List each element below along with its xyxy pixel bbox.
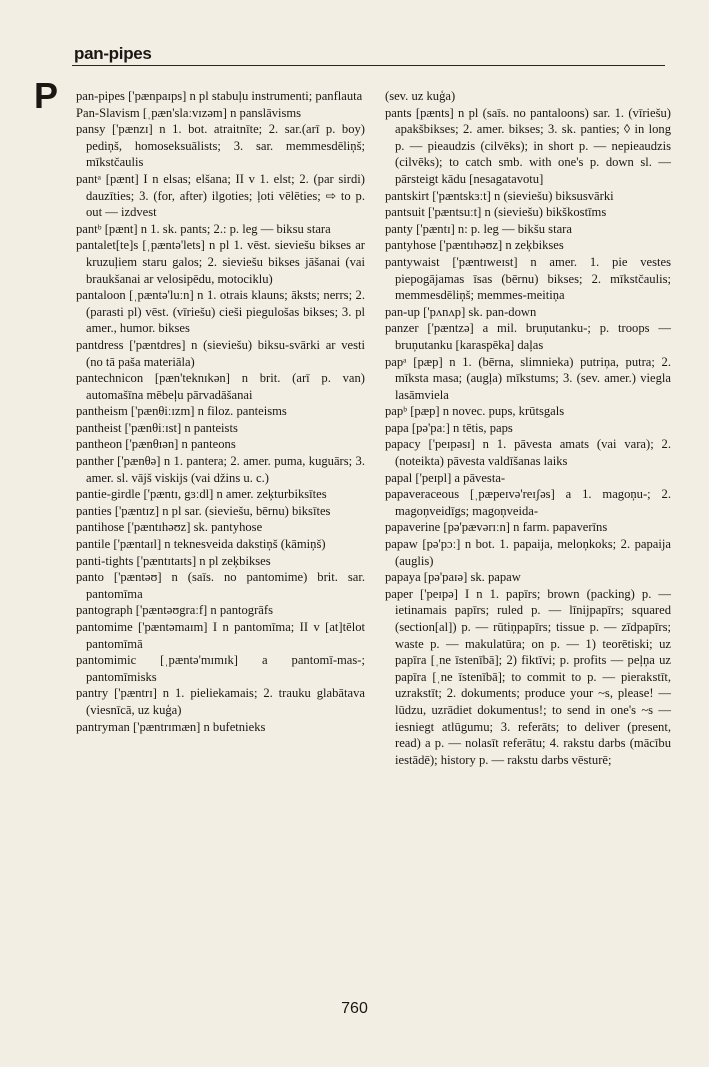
- dictionary-entry: papa [pə'paː] n tētis, paps: [385, 420, 513, 435]
- dictionary-entry: pantdress ['pæntdres] n (sieviešu) biksu-svārki ar vesti (no tā paša materiāla): [76, 337, 365, 369]
- dictionary-entry: papaverine [pə'pævərɪːn] n farm. papaverīns: [385, 520, 608, 535]
- dictionary-entry: paper ['peɪpə] I n 1. papīrs; brown (packing) p. — ietinamais papīrs; ruled p. — līnijpapīrs; squared (section[al]) p. — rūtiņpapīrs; tissue p. — zīdpapīrs; waste p. — makulatūra; on p. — 1) teorētiski; uz papīra [ˌne īstenībā]; 2) fiktīvi; p. profits — peļņa uz papīra [ˌne īstenībā]; to commit to p. — pierakstīt, uzrakstīt; 2. dokuments; produce your ~s, please! — lūdzu, uzrādiet dokumentus!; to send in one's ~s — iesniegt atlūgumu; 3. referāts; to deliver (present, read) a p. — nolasīt referātu; 4. rakstu darbs (mācību iestādē); history p. — rakstu darbs vēsturē;: [385, 586, 671, 767]
- dictionary-entry: papᵇ [pæp] n novec. pups, krūtsgals: [385, 404, 565, 419]
- dictionary-entry: papal ['peɪpl] a pāvesta-: [385, 470, 506, 485]
- dictionary-entry: pantaloon [ˌpæntə'luːn] n 1. otrais klauns; āksts; nerrs; 2. (parasti pl) vēst. (vīriešu) cieši piegulošas bikses; 3. pl amer., humor. bikses: [76, 288, 365, 336]
- dictionary-entry: panty ['pæntɪ] n: p. leg — bikšu stara: [385, 221, 572, 236]
- header-rule: [72, 65, 665, 66]
- dictionary-entry: (sev. uz kuģa): [385, 89, 456, 103]
- dictionary-entry: pantryman ['pæntrɪmæn] n bufetnieks: [76, 719, 266, 734]
- dictionary-entry: pantheon ['pænθɪən] n panteons: [76, 437, 236, 452]
- page-number: 760: [341, 1000, 368, 1017]
- dictionary-entry: pantᵃ [pænt] I n elsas; elšana; II v 1. elst; 2. (par sirdi) dauzīties; 3. (for, after) ilgoties; ļoti vēlēties; ⇨ to p. out — izdvest: [76, 171, 365, 220]
- dictionary-entry: pantry ['pæntrɪ] n 1. pieliekamais; 2. trauku glabātava (viesnīcā, uz kuģa): [76, 686, 365, 717]
- dictionary-entry: pantechnicon [pæn'teknɪkən] n brit. (arī p. van) automašīna mēbeļu pārvadāšanai: [76, 371, 365, 402]
- dictionary-entry: pantograph ['pæntəʊgraːf] n pantogrāfs: [76, 603, 273, 618]
- dictionary-entry: pantheist ['pænθiːɪst] n panteists: [76, 420, 238, 435]
- dictionary-entry: papacy ['peɪpəsɪ] n 1. pāvesta amats (vai vara); 2. (noteikta) pāvesta valdīšanas laiks: [385, 437, 671, 469]
- dictionary-entry: pantie-girdle ['pæntɪ, gɜːdl] n amer. zeķturbiksītes: [76, 487, 327, 502]
- right-column: [385, 88, 671, 768]
- dictionary-entry: panto ['pæntəʊ] n (saīs. no pantomime) brit. sar. pantomīma: [76, 570, 365, 601]
- dictionary-entry: pantᵇ [pænt] n 1. sk. pants; 2.: p. leg — biksu stara: [76, 221, 331, 236]
- dictionary-entry: pantywaist ['pæntɪweɪst] n amer. 1. pie vestes piepogājamas īsas (bērnu) bikses; 2. mīkstčaulis; memmesdēliņš; memmes-meitiņa: [385, 254, 671, 303]
- dictionary-entry: pantyhose ['pæntɪhəʊz] n zeķbikses: [385, 238, 564, 253]
- running-head: pan-pipes: [74, 44, 152, 63]
- dictionary-entry: pan-pipes ['pænpaɪps] n pl stabuļu instrumenti; panflauta: [76, 89, 363, 103]
- section-letter: P: [34, 75, 59, 116]
- dictionary-entry: pantsuit ['pæntsuːt] n (sieviešu) bikškostīms: [385, 205, 607, 220]
- dictionary-entry: pantihose ['pæntɪhəʊz] sk. pantyhose: [76, 520, 263, 535]
- dictionary-entry: papaw [pə'pɔː] n bot. 1. papaija, meloņkoks; 2. papaija (auglis): [385, 537, 671, 568]
- left-column: [76, 88, 365, 735]
- dictionary-entry: pantalet[te]s [ˌpæntə'lets] n pl 1. vēst. sieviešu bikses ar kruzuļiem staru galos; 2. sieviešu bikses jāšanai (vai braukšanai ar velosipēdu, motociklu): [76, 238, 365, 286]
- dictionary-entry: pantomimic [ˌpæntə'mɪmɪk] a pantomī-mas-; pantomīmisks: [76, 653, 365, 684]
- dictionary-entry: pantskirt ['pæntskɜːt] n (sieviešu) biksusvārki: [385, 188, 614, 203]
- dictionary-entry: papaya [pə'paɪə] sk. papaw: [385, 570, 521, 585]
- dictionary-entry: pants [pænts] n pl (saīs. no pantaloons) sar. 1. (vīriešu) apakšbikses; 2. amer. bikses; 3. sk. panties; ◊ in long p. — pieaudzis (cilvēks); in short p. — nepieaudzis (cilvēks); to catch smb. with one's p. down sl. — pārsteigt kādu [nesagatavotu]: [385, 105, 671, 186]
- dictionary-entry: pantomime ['pæntəmaɪm] I n pantomīma; II v [at]tēlot pantomīmā: [76, 620, 365, 651]
- dictionary-entry: panzer ['pæntzə] a mil. bruņutanku-; p. troops — bruņutanku [karaspēka] daļas: [385, 321, 671, 352]
- dictionary-entry: Pan-Slavism [ˌpæn'slaːvɪzəm] n panslāvisms: [76, 105, 302, 120]
- dictionary-entry: pansy ['pænzɪ] n 1. bot. atraitnīte; 2. sar.(arī p. boy) pediņš, homoseksuālists; 3. sar. memmesdēliņš; mīkstčaulis: [76, 122, 365, 170]
- dictionary-entry: panties ['pæntɪz] n pl sar. (sieviešu, bērnu) biksītes: [76, 503, 331, 518]
- dictionary-entry: pan-up ['pʌnʌp] sk. pan-down: [385, 304, 537, 319]
- dictionary-entry: papᵃ [pæp] n 1. (bērna, slimnieka) putriņa, putra; 2. mīksta masa; (augļa) mīkstums; 3. (sev. amer.) viegla lasāmviela: [385, 354, 671, 402]
- dictionary-entry: panti-tights ['pæntɪtaɪts] n pl zeķbikses: [76, 553, 271, 568]
- dictionary-entry: pantile ['pæntaɪl] n teknesveida dakstiņš (kāmiņš): [76, 537, 326, 552]
- dictionary-entry: panther ['pænθə] n 1. pantera; 2. amer. puma, kuguārs; 3. amer. sl. vājš viskijs (vai džins u. c.): [76, 454, 365, 485]
- dictionary-entry: pantheism ['pænθiːɪzm] n filoz. panteisms: [76, 404, 287, 419]
- dictionary-entry: papaveraceous [ˌpæpeɪvə'reɪʃəs] a 1. magoņu-; 2. magoņveidīgs; magoņveida-: [385, 487, 671, 518]
